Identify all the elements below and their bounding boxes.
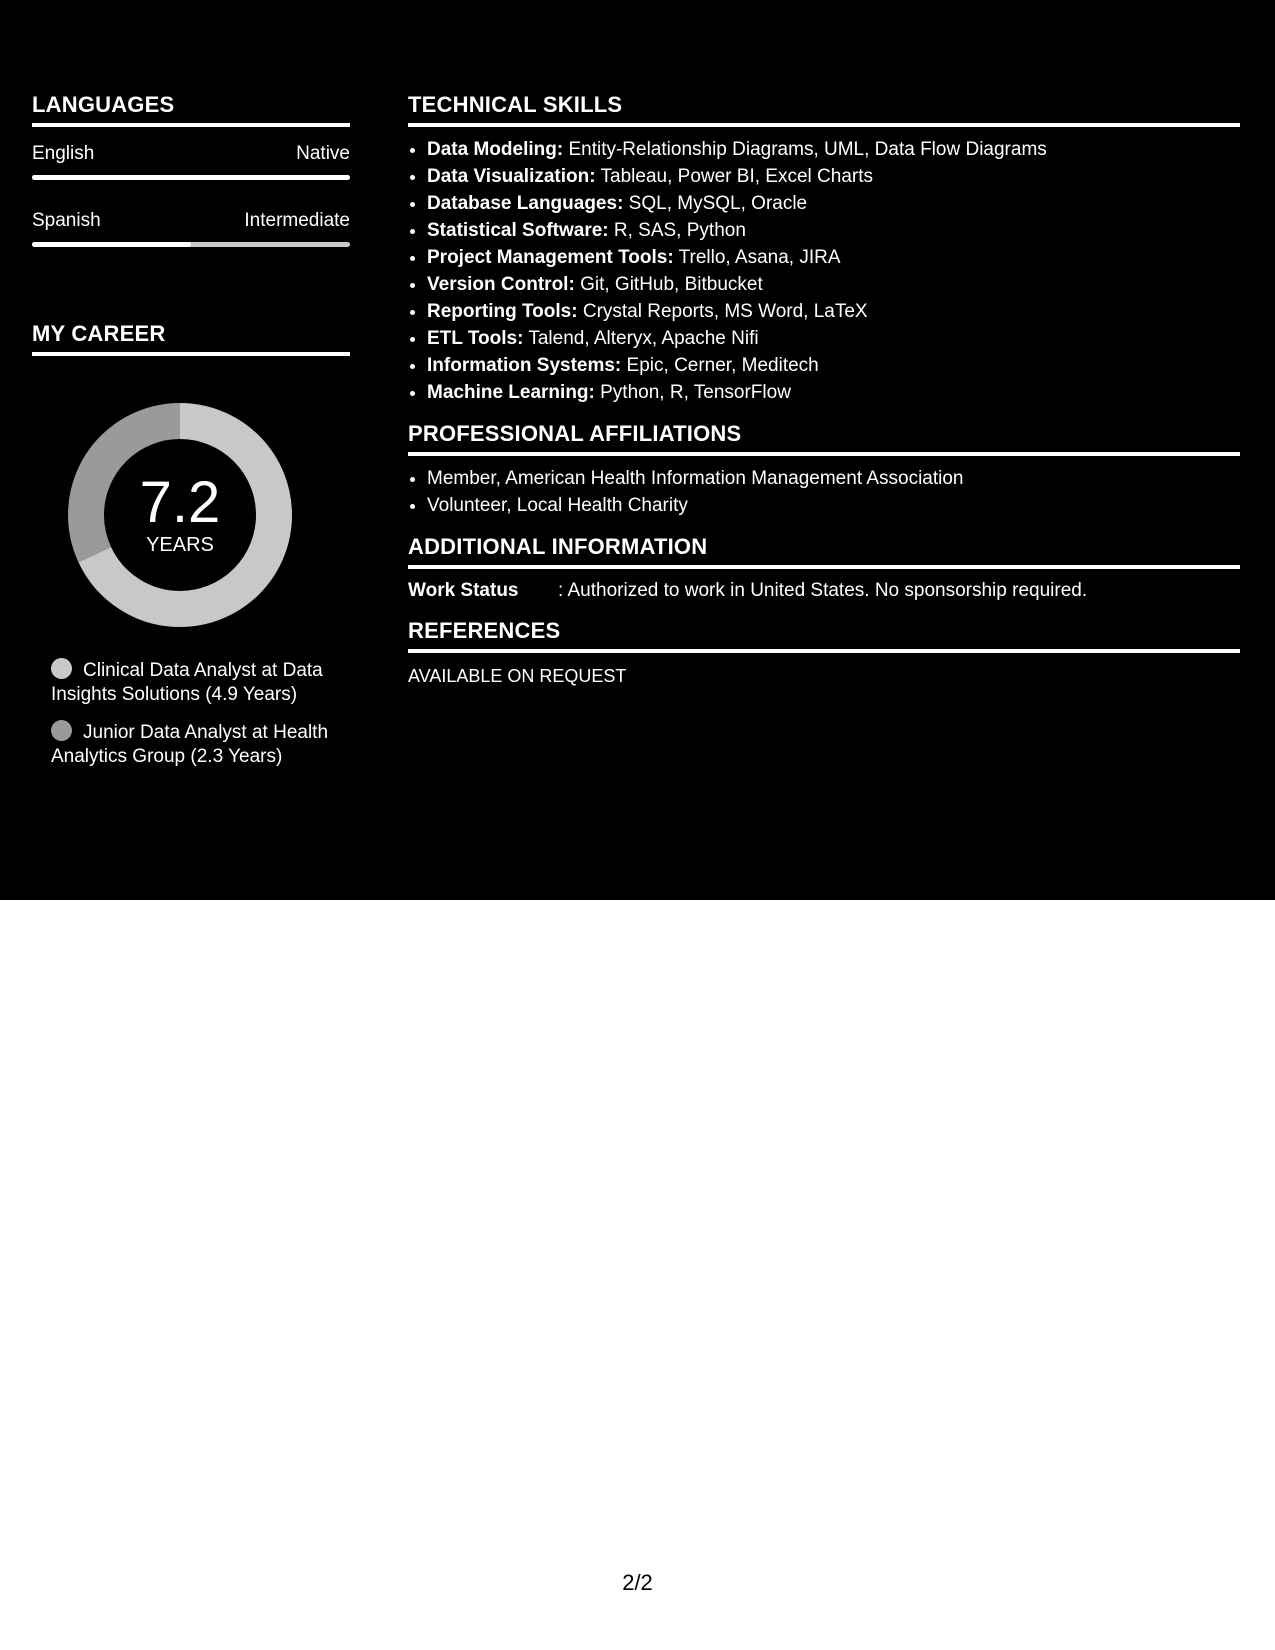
skill-item xyxy=(427,352,1240,379)
left-column xyxy=(32,92,350,782)
career-item xyxy=(51,658,331,707)
references-text: AVAILABLE ON REQUEST xyxy=(408,666,627,686)
career-list xyxy=(32,658,331,769)
language-level: Intermediate xyxy=(244,210,350,231)
skill-label: Reporting Tools: xyxy=(427,301,578,322)
affiliations-list xyxy=(408,465,1240,519)
skill-item xyxy=(427,298,1240,325)
affiliation-item: • Member, American Health Information Management Association xyxy=(427,465,1240,492)
career-total-unit: YEARS xyxy=(146,534,214,556)
work-status-label: Work Status xyxy=(408,580,519,601)
language-proficiency-bar xyxy=(32,175,350,180)
skill-item xyxy=(427,244,1240,271)
career-donut-chart xyxy=(67,402,293,628)
language-name: Spanish xyxy=(32,210,101,231)
career-item-label: Clinical Data Analyst at Data Insights Solutions (4.9 Years) xyxy=(51,660,323,705)
language-name: English xyxy=(32,143,95,164)
additional-info-heading: ADDITIONAL INFORMATION xyxy=(408,534,1240,569)
language-proficiency-fill xyxy=(32,242,191,247)
skill-value: Git, GitHub, Bitbucket xyxy=(574,274,763,295)
affiliation-item: • Volunteer, Local Health Charity xyxy=(427,492,1240,519)
affiliations-heading: PROFESSIONAL AFFILIATIONS xyxy=(408,421,1240,456)
page-number: 2/2 xyxy=(622,1570,653,1595)
skill-value: Entity-Relationship Diagrams, UML, Data Flow Diagrams xyxy=(563,139,1047,160)
career-item xyxy=(51,720,331,769)
career-item-label: Junior Data Analyst at Health Analytics Group (2.3 Years) xyxy=(51,722,329,767)
skill-item xyxy=(427,271,1240,298)
skill-label: ETL Tools: xyxy=(427,328,524,349)
skill-label: Machine Learning: xyxy=(427,382,595,403)
skill-value: Talend, Alteryx, Apache Nifi xyxy=(523,328,759,349)
skill-item xyxy=(427,136,1240,163)
skill-value: Epic, Cerner, Meditech xyxy=(621,355,819,376)
technical-skills-list xyxy=(408,136,1240,406)
skill-item xyxy=(427,379,1240,406)
bullet-dot-icon xyxy=(51,658,72,679)
skill-label: Data Visualization: xyxy=(427,166,596,187)
languages-heading: LANGUAGES xyxy=(32,92,350,127)
skill-value: Python, R, TensorFlow xyxy=(594,382,791,403)
skill-item xyxy=(427,163,1240,190)
skill-label: Statistical Software: xyxy=(427,220,609,241)
work-status-value: : Authorized to work in United States. No sponsorship required. xyxy=(558,580,1088,601)
language-level: Native xyxy=(296,143,350,164)
language-item-english xyxy=(32,143,350,180)
skill-value: Tableau, Power BI, Excel Charts xyxy=(595,166,873,187)
skill-value: SQL, MySQL, Oracle xyxy=(623,193,808,214)
career-heading: MY CAREER xyxy=(32,321,350,356)
right-column xyxy=(408,92,1240,687)
skill-item xyxy=(427,217,1240,244)
language-proficiency-fill xyxy=(32,175,350,180)
language-item-spanish xyxy=(32,210,350,247)
skill-label: Information Systems: xyxy=(427,355,622,376)
skill-label: Data Modeling: xyxy=(427,139,564,160)
skill-value: Crystal Reports, MS Word, LaTeX xyxy=(577,301,868,322)
skill-label: Project Management Tools: xyxy=(427,247,674,268)
skill-value: R, SAS, Python xyxy=(608,220,746,241)
career-total-years: 7.2 xyxy=(139,470,221,535)
skill-value: Trello, Asana, JIRA xyxy=(673,247,841,268)
technical-skills-heading: TECHNICAL SKILLS xyxy=(408,92,1240,127)
skill-item xyxy=(427,325,1240,352)
work-status-row xyxy=(408,579,1240,603)
references-heading: REFERENCES xyxy=(408,618,1240,653)
skill-item xyxy=(427,190,1240,217)
skill-label: Database Languages: xyxy=(427,193,624,214)
skill-label: Version Control: xyxy=(427,274,575,295)
bullet-dot-icon xyxy=(51,720,72,741)
language-proficiency-bar xyxy=(32,242,350,247)
